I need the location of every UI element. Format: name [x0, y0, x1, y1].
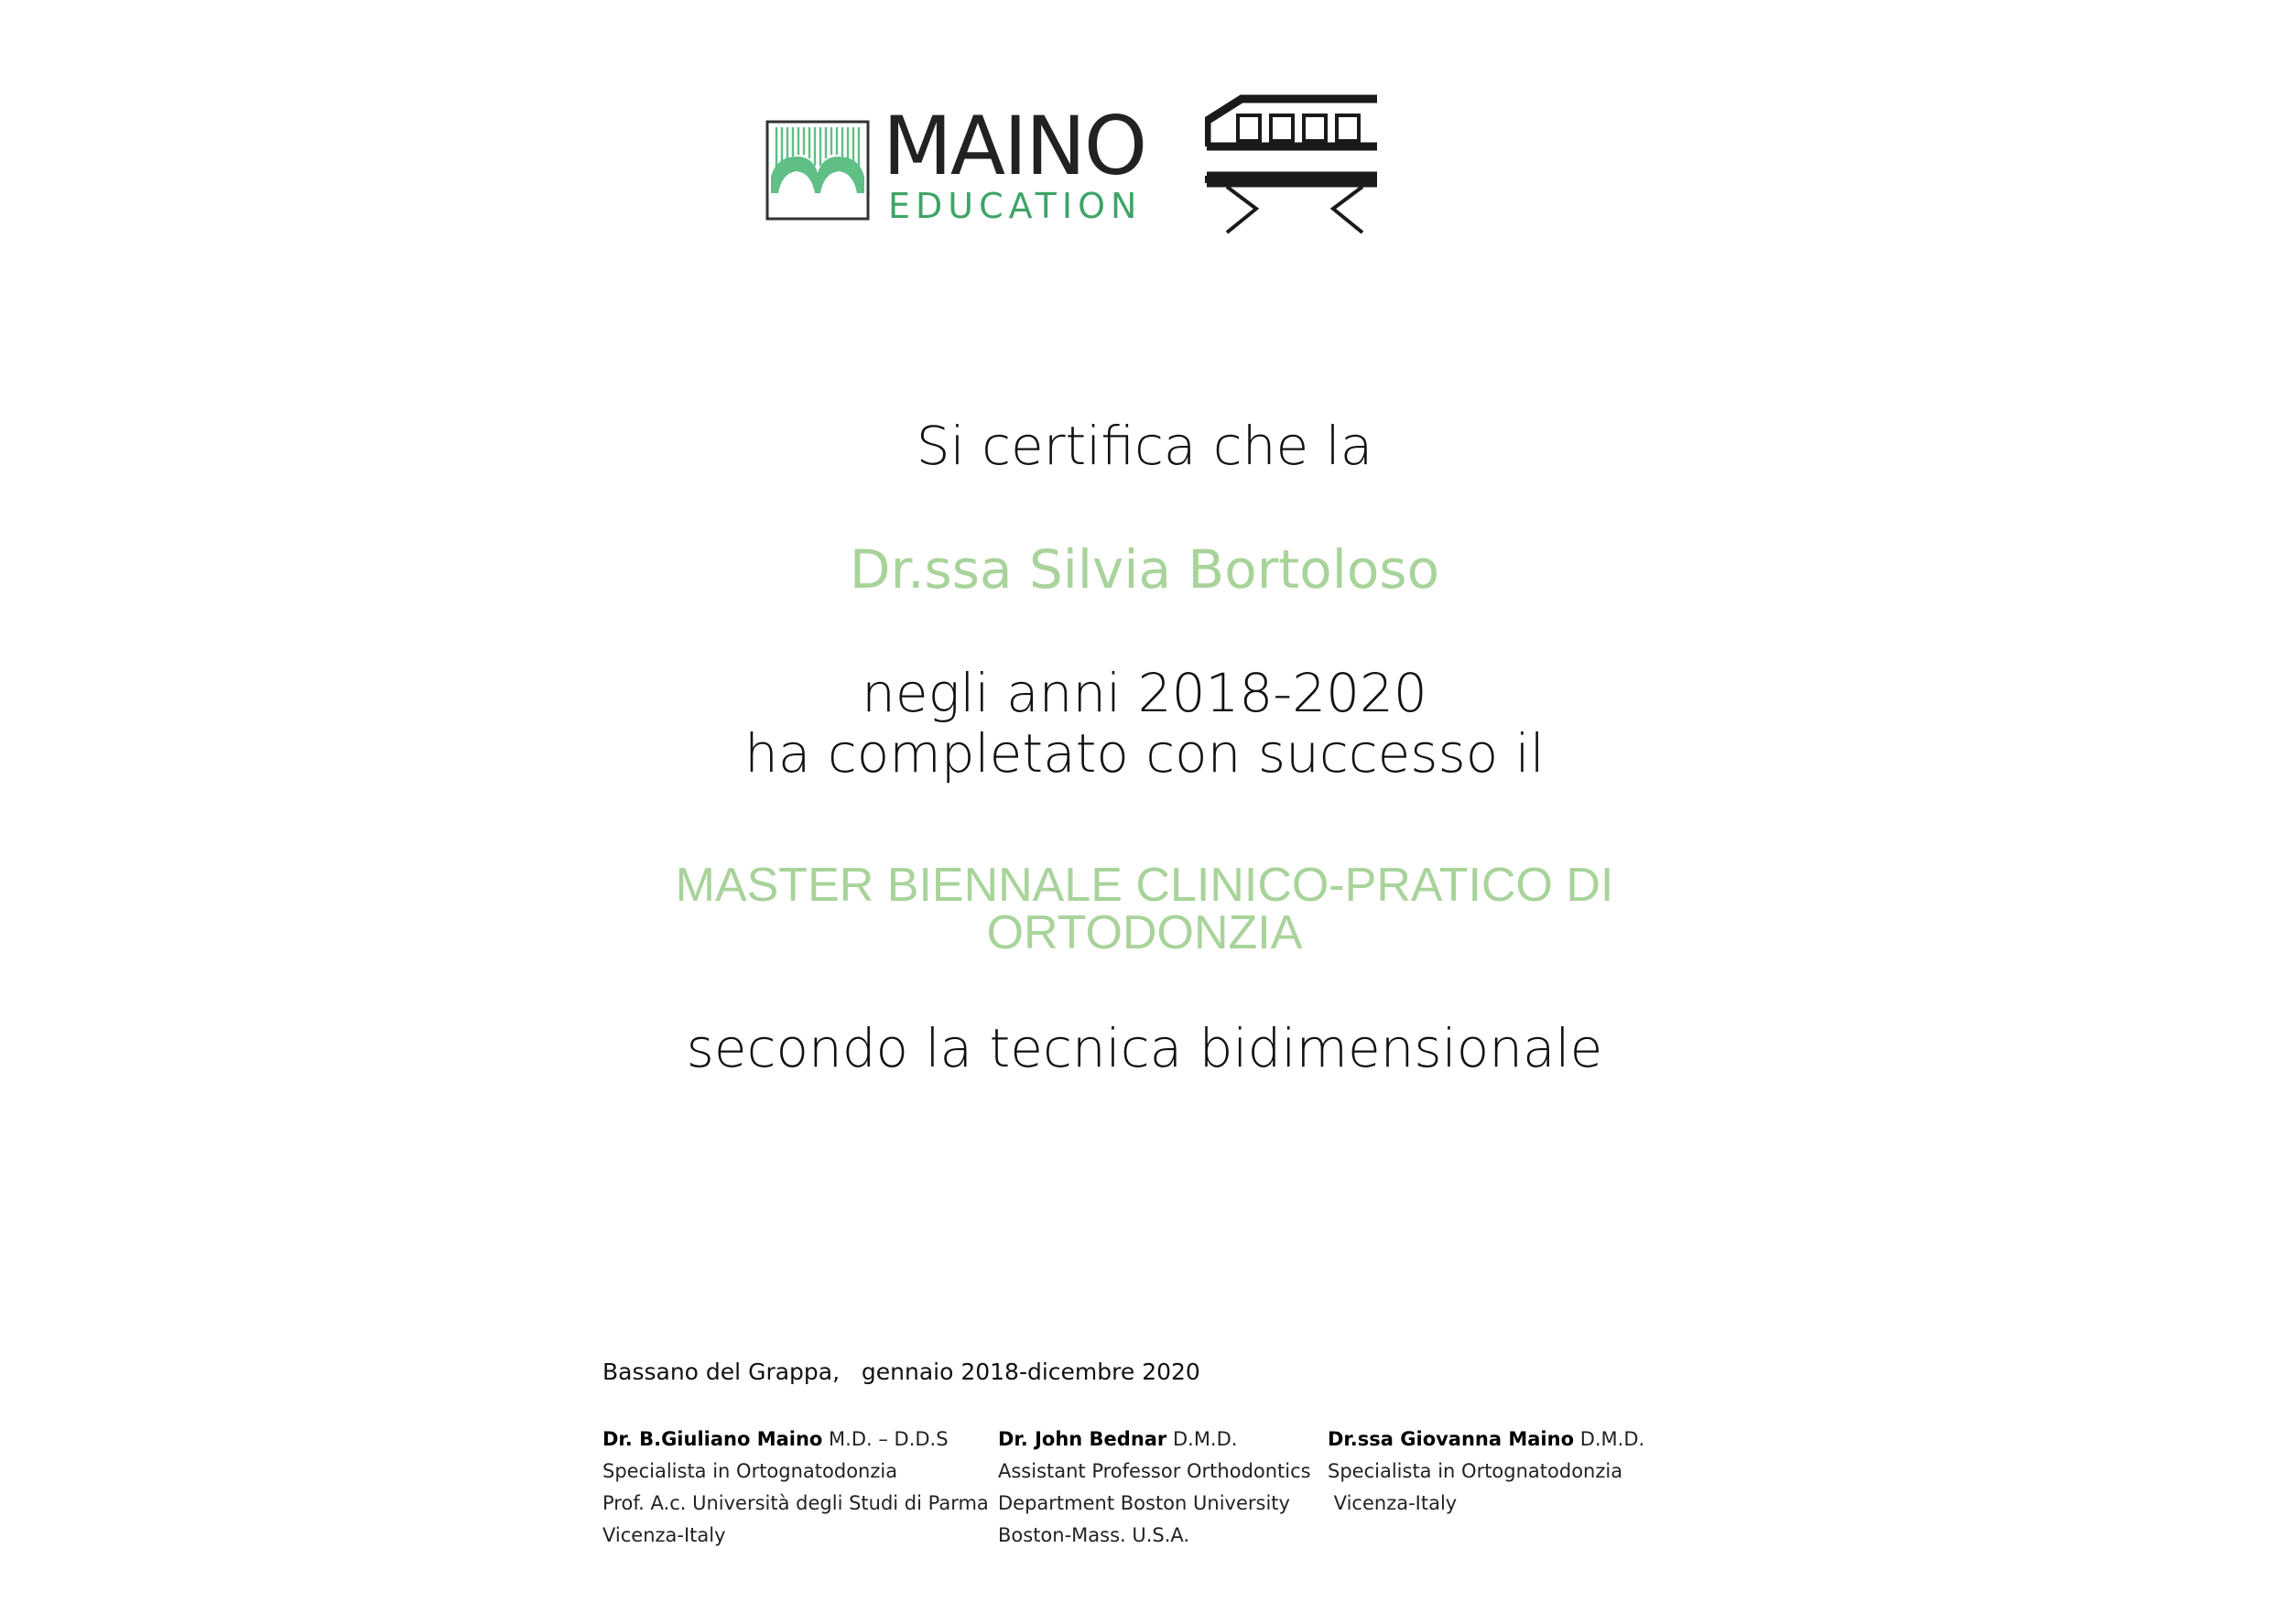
- signatory-bednar: [998, 1424, 1311, 1552]
- signatory-name: Dr.ssa Giovanna Maino: [1328, 1428, 1575, 1450]
- signatory-degree: D.M.D.: [1166, 1428, 1238, 1450]
- maino-education-logo: [765, 99, 1150, 227]
- technique-line: secondo la tecnica bidimensionale: [686, 1017, 1603, 1079]
- signatory-maino-giovanna: [1328, 1424, 1644, 1520]
- completion-line: ha completato con successo il: [744, 722, 1545, 785]
- place-and-date: Bassano del Grappa, gennaio 2018-dicembre 2020: [602, 1359, 1200, 1385]
- signatory-location: Boston-Mass. U.S.A.: [998, 1524, 1190, 1546]
- signatory-header: [602, 1424, 989, 1456]
- course-title-line2: ORTODONZIA: [986, 906, 1303, 959]
- maino-arch-emblem-icon: [765, 120, 870, 221]
- years-line: negli anni 2018-2020: [862, 662, 1427, 724]
- signatory-degree: M.D. – D.D.S: [822, 1428, 949, 1450]
- logo-subtitle: EDUCATION: [888, 186, 1143, 226]
- signatory-role: Specialista in Ortognatodonzia: [1328, 1460, 1623, 1482]
- signatory-location: Vicenza-Italy: [602, 1524, 726, 1546]
- bridge-logo-icon: [1205, 92, 1381, 234]
- signatory-role: Assistant Professor Orthodontics: [998, 1460, 1311, 1482]
- signatory-header: [998, 1424, 1311, 1456]
- recipient-name: Dr.ssa Silvia Bortoloso: [849, 538, 1440, 601]
- signatory-name: Dr. John Bednar: [998, 1428, 1167, 1450]
- course-title-line1: MASTER BIENNALE CLINICO-PRATICO DI: [675, 859, 1614, 912]
- certify-intro: Si certifica che la: [916, 415, 1373, 477]
- signatory-name: Dr. B.Giuliano Maino: [602, 1428, 823, 1450]
- signatory-role: Specialista in Ortognatodonzia: [602, 1460, 898, 1482]
- signatory-location: Vicenza-Italy: [1328, 1492, 1458, 1514]
- signatory-header: [1328, 1424, 1644, 1456]
- signatory-degree: D.M.D.: [1574, 1428, 1645, 1450]
- signatory-maino-giuliano: [602, 1424, 989, 1552]
- signatory-affiliation: Prof. A.c. Università degli Studi di Parma: [602, 1492, 989, 1514]
- signatory-affiliation: Department Boston University: [998, 1492, 1290, 1514]
- logo-wordmark: MAINO: [883, 99, 1146, 193]
